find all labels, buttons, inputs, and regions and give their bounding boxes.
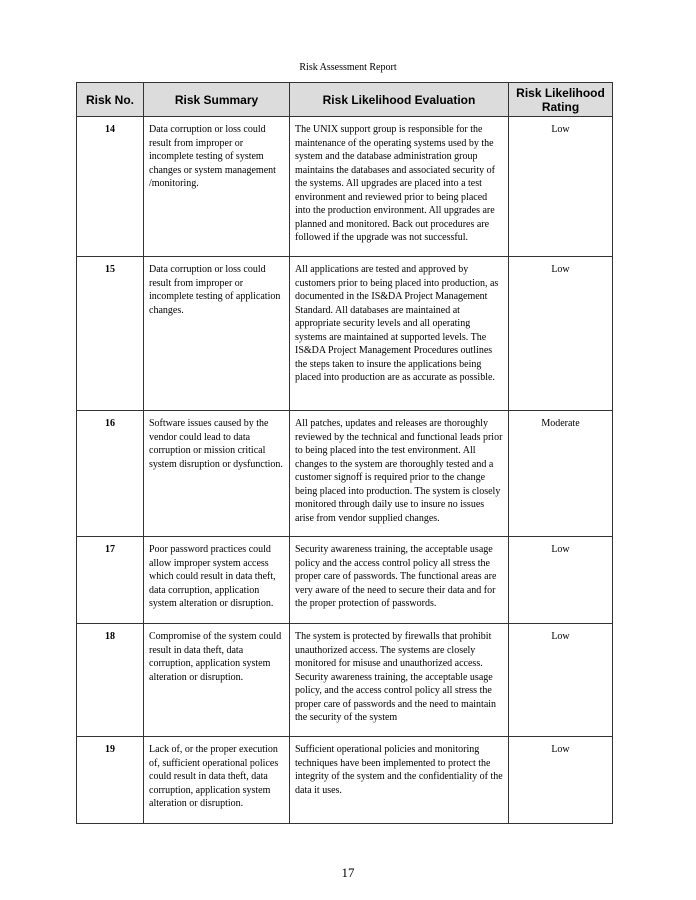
- column-header-risk-no: Risk No.: [77, 83, 144, 117]
- risk-evaluation: All applications are tested and approved by customers prior to being placed into production, as documented in the IS&DA Project Management Standard. All databases are maintained at appropriate security levels and all operating systems are maintained at supported levels. The IS&DA Project Management Procedures outlines the steps taken to insure the applications being placed into production are as accurate as possible.: [290, 257, 509, 411]
- risk-rating: Low: [509, 117, 613, 257]
- table-row: [77, 117, 613, 257]
- table-row: [77, 624, 613, 737]
- table-row: [77, 737, 613, 824]
- table-row: [77, 257, 613, 411]
- risk-rating: Moderate: [509, 411, 613, 537]
- risk-summary: Compromise of the system could result in data theft, data corruption, application system alteration or disruption.: [144, 624, 290, 737]
- risk-evaluation: Security awareness training, the acceptable usage policy and the access control policy all stress the proper care of passwords. The functional areas are very aware of the need to secure their data and for the proper protection of passwords.: [290, 537, 509, 624]
- risk-summary: Poor password practices could allow improper system access which could result in data theft, data corruption, application system alteration or disruption.: [144, 537, 290, 624]
- risk-rating: Low: [509, 737, 613, 824]
- risk-rating: Low: [509, 537, 613, 624]
- table-row: [77, 537, 613, 624]
- risk-evaluation: All patches, updates and releases are thoroughly reviewed by the technical and functional leads prior to being placed into the test environment. All changes to the system are thoroughly tested and a customer signoff is required prior to the change being placed into production. The system is closely monitored through daily use to insure no issues arise from vendor supplied changes.: [290, 411, 509, 537]
- column-header-risk-summary: Risk Summary: [144, 83, 290, 117]
- risk-summary: Data corruption or loss could result from improper or incomplete testing of application changes.: [144, 257, 290, 411]
- risk-summary: Lack of, or the proper execution of, sufficient operational polices could result in data theft, data corruption, application system alteration or disruption.: [144, 737, 290, 824]
- risk-evaluation: The system is protected by firewalls that prohibit unauthorized access. The systems are closely monitored for misuse and unauthorized access. Security awareness training, the acceptable usage policy, and the access control policy all stress the proper care of passwords and the need to maintain the security of the system: [290, 624, 509, 737]
- page-header-title: Risk Assessment Report: [299, 62, 397, 73]
- table-row: [77, 411, 613, 537]
- risk-number: 14: [77, 117, 144, 257]
- risk-summary: Software issues caused by the vendor could lead to data corruption or mission critical system disruption or dysfunction.: [144, 411, 290, 537]
- risk-rating: Low: [509, 624, 613, 737]
- risk-number: 16: [77, 411, 144, 537]
- risk-number: 15: [77, 257, 144, 411]
- risk-assessment-table: [76, 82, 613, 824]
- page-number: 17: [341, 865, 355, 880]
- risk-number: 18: [77, 624, 144, 737]
- column-header-likelihood-evaluation: Risk Likelihood Evaluation: [290, 83, 509, 117]
- risk-summary: Data corruption or loss could result from improper or incomplete testing of system changes or system management /monitoring.: [144, 117, 290, 257]
- risk-evaluation: Sufficient operational policies and monitoring techniques have been implemented to protect the integrity of the system and the confidentiality of the data it uses.: [290, 737, 509, 824]
- table-header-row: [77, 83, 613, 117]
- risk-evaluation: The UNIX support group is responsible for the maintenance of the operating systems used by the system and the database administration group maintains the databases and associated security of the systems. All upgrades are placed into a test environment and reviewed prior to being placed into the production environment. All upgrades are planned and monitored. Back out procedures are followed if the upgrade was not successful.: [290, 117, 509, 257]
- risk-number: 19: [77, 737, 144, 824]
- risk-number: 17: [77, 537, 144, 624]
- risk-rating: Low: [509, 257, 613, 411]
- column-header-likelihood-rating: Risk Likelihood Rating: [509, 83, 613, 117]
